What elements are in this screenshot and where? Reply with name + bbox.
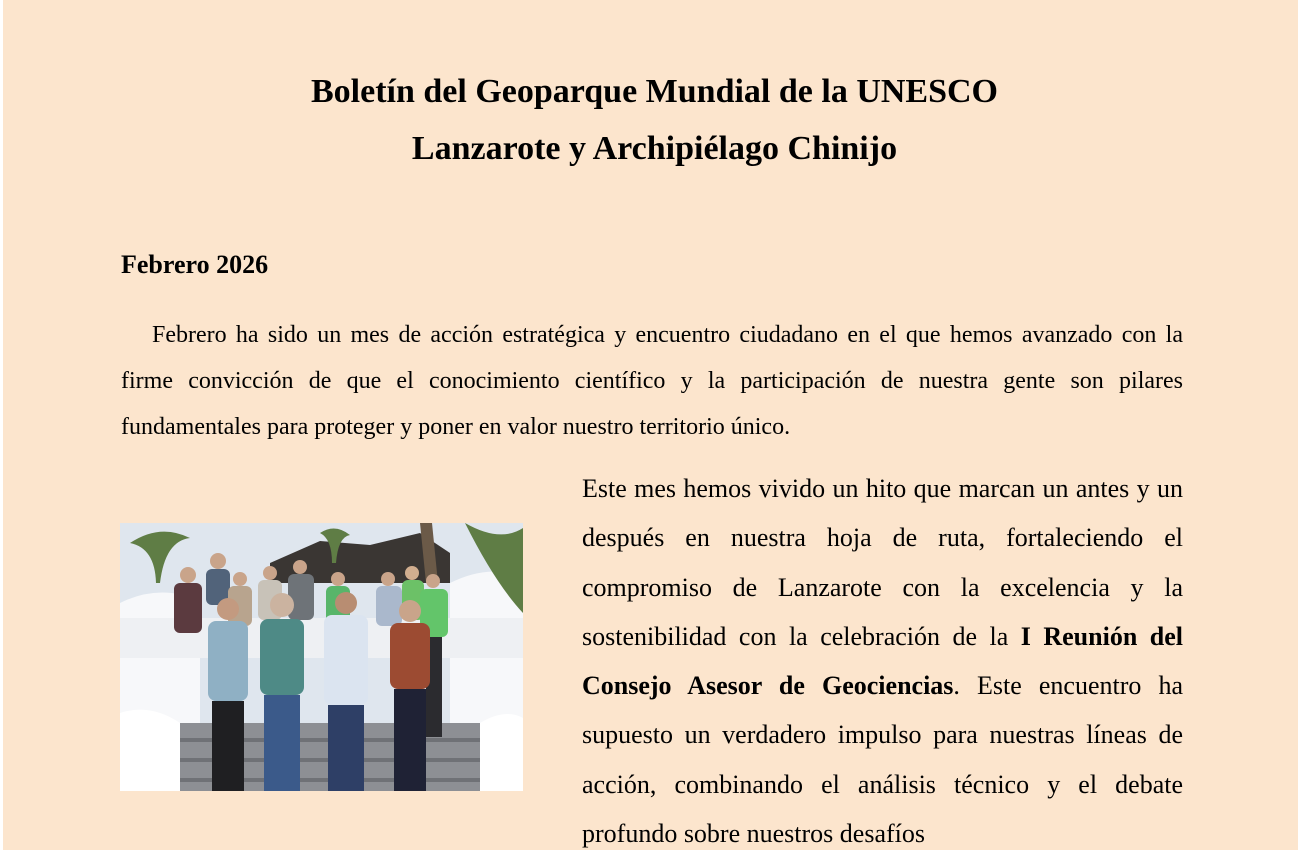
newsletter-page: [3, 0, 1298, 850]
article-paragraph: [582, 464, 1183, 850]
group-photo-icon: [120, 523, 523, 791]
article-text-before: Este mes hemos vivido un hito que marcan un antes y un después en nuestra hoja de ruta, fortaleciendo el compromiso de Lanzarote con la excelencia y la sostenibilidad con la celebración de la: [582, 474, 1183, 651]
article-highlight: I Reunión del Consejo Asesor de Geociencias: [582, 621, 1183, 701]
article-text-after: . Este encuentro ha supuesto un verdadero impulso para nuestras líneas de acción, combinando el análisis técnico y el debate profundo sobre nuestros desafíos: [582, 671, 1183, 849]
intro-paragraph: Febrero ha sido un mes de acción estratégica y encuentro ciudadano en el que hemos avanzado con la firme convicción de que el conocimiento científico y la participación de nuestra gente son pilares fundamentales para proteger y poner en valor nuestro territorio único.: [121, 322, 1183, 440]
issue-date: Febrero 2026: [121, 250, 269, 279]
newsletter-title-line-2: Lanzarote y Archipiélago Chinijo: [411, 130, 898, 167]
newsletter-title-line-1: Boletín del Geoparque Mundial de la UNESCO: [310, 73, 999, 110]
